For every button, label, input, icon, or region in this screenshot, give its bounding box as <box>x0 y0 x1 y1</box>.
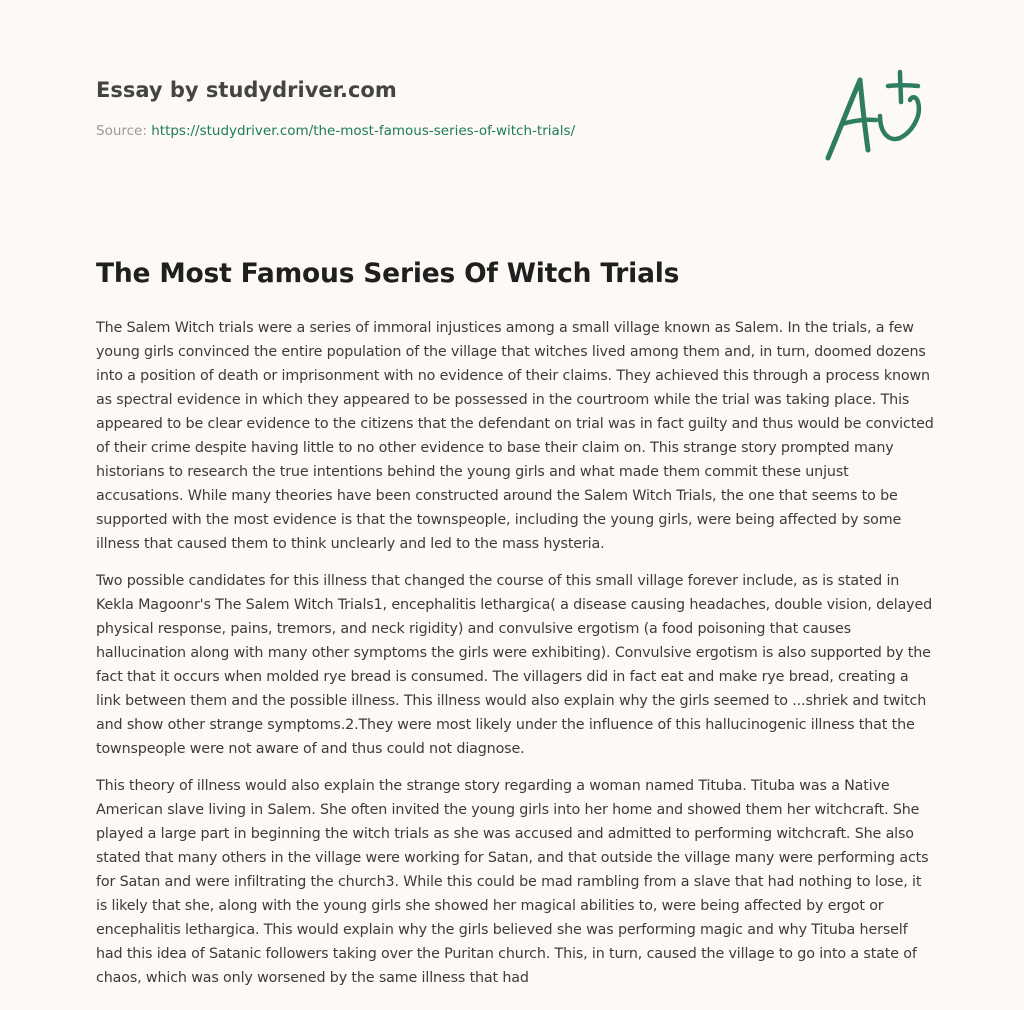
source-line <box>96 122 796 140</box>
essay-paragraph: Two possible candidates for this illness that changed the course of this small village forever include, as is stated in Kekla Magoonr's The Salem Witch Trials1, encephalitis lethargica( a disease causing headaches, double vision, delayed physical response, pains, tremors, and neck rigidity) and convulsive ergotism (a food poisoning that causes hallucination along with many other symptoms the girls were exhibiting). Convulsive ergotism is also supported by the fact that it occurs when molded rye bread is consumed. The villagers did in fact eat and make rye bread, creating a link between them and the possible illness. This illness would also explain why the girls seemed to ...shriek and twitch and show other strange symptoms.2.They were most likely under the influence of this hallucinogenic illness that the townspeople were not aware of and thus could not diagnose. <box>96 573 933 757</box>
essay-body <box>96 316 934 1003</box>
source-label: Source: <box>96 123 147 139</box>
a-plus-logo-svg <box>818 66 938 170</box>
essay-paragraph: The Salem Witch trials were a series of immoral injustices among a small village known as Salem. In the trials, a few young girls convinced the entire population of the village that witches lived among them and, in turn, doomed dozens into a position of death or imprisonment with no evidence of their claims. They achieved this through a process known as spectral evidence in which they appeared to be possessed in the courtroom while the trial was taking place. This appeared to be clear evidence to the citizens that the defendant on trial was in fact guilty and thus would be convicted of their crime despite having little to no other evidence to base their claim on. This strange story prompted many historians to research the true intentions behind the young girls and what made them commit these unjust accusations. While many theories have been constructed around the Salem Witch Trials, the one that seems to be supported with the most evidence is that the townspeople, including the young girls, were being affected by some illness that caused them to think unclearly and led to the mass hysteria. <box>96 320 934 552</box>
essay-title: The Most Famous Series Of Witch Trials <box>96 258 680 289</box>
site-title: Essay by studydriver.com <box>96 78 397 102</box>
page-header <box>96 76 796 140</box>
essay-paragraph: This theory of illness would also explain the strange story regarding a woman named Tituba. Tituba was a Native American slave living in Salem. She often invited the young girls into her home and showed them her witchcraft. She played a large part in beginning the witch trials as she was accused and admitted to performing witchcraft. She also stated that many others in the village were working for Satan, and that outside the village many were performing acts for Satan and were infiltrating the church3. While this could be mad rambling from a slave that had nothing to lose, it is likely that she, along with the young girls she showed her magical abilities to, were being affected by ergot or encephalitis lethargica. This would explain why the girls believed she was performing magic and why Tituba herself had this idea of Satanic followers taking over the Puritan church. This, in turn, caused the village to go into a state of chaos, which was only worsened by the same illness that had <box>96 778 929 986</box>
source-link[interactable]: https://studydriver.com/the-most-famous-series-of-witch-trials/ <box>151 123 576 139</box>
a-plus-grade-icon <box>818 66 938 170</box>
